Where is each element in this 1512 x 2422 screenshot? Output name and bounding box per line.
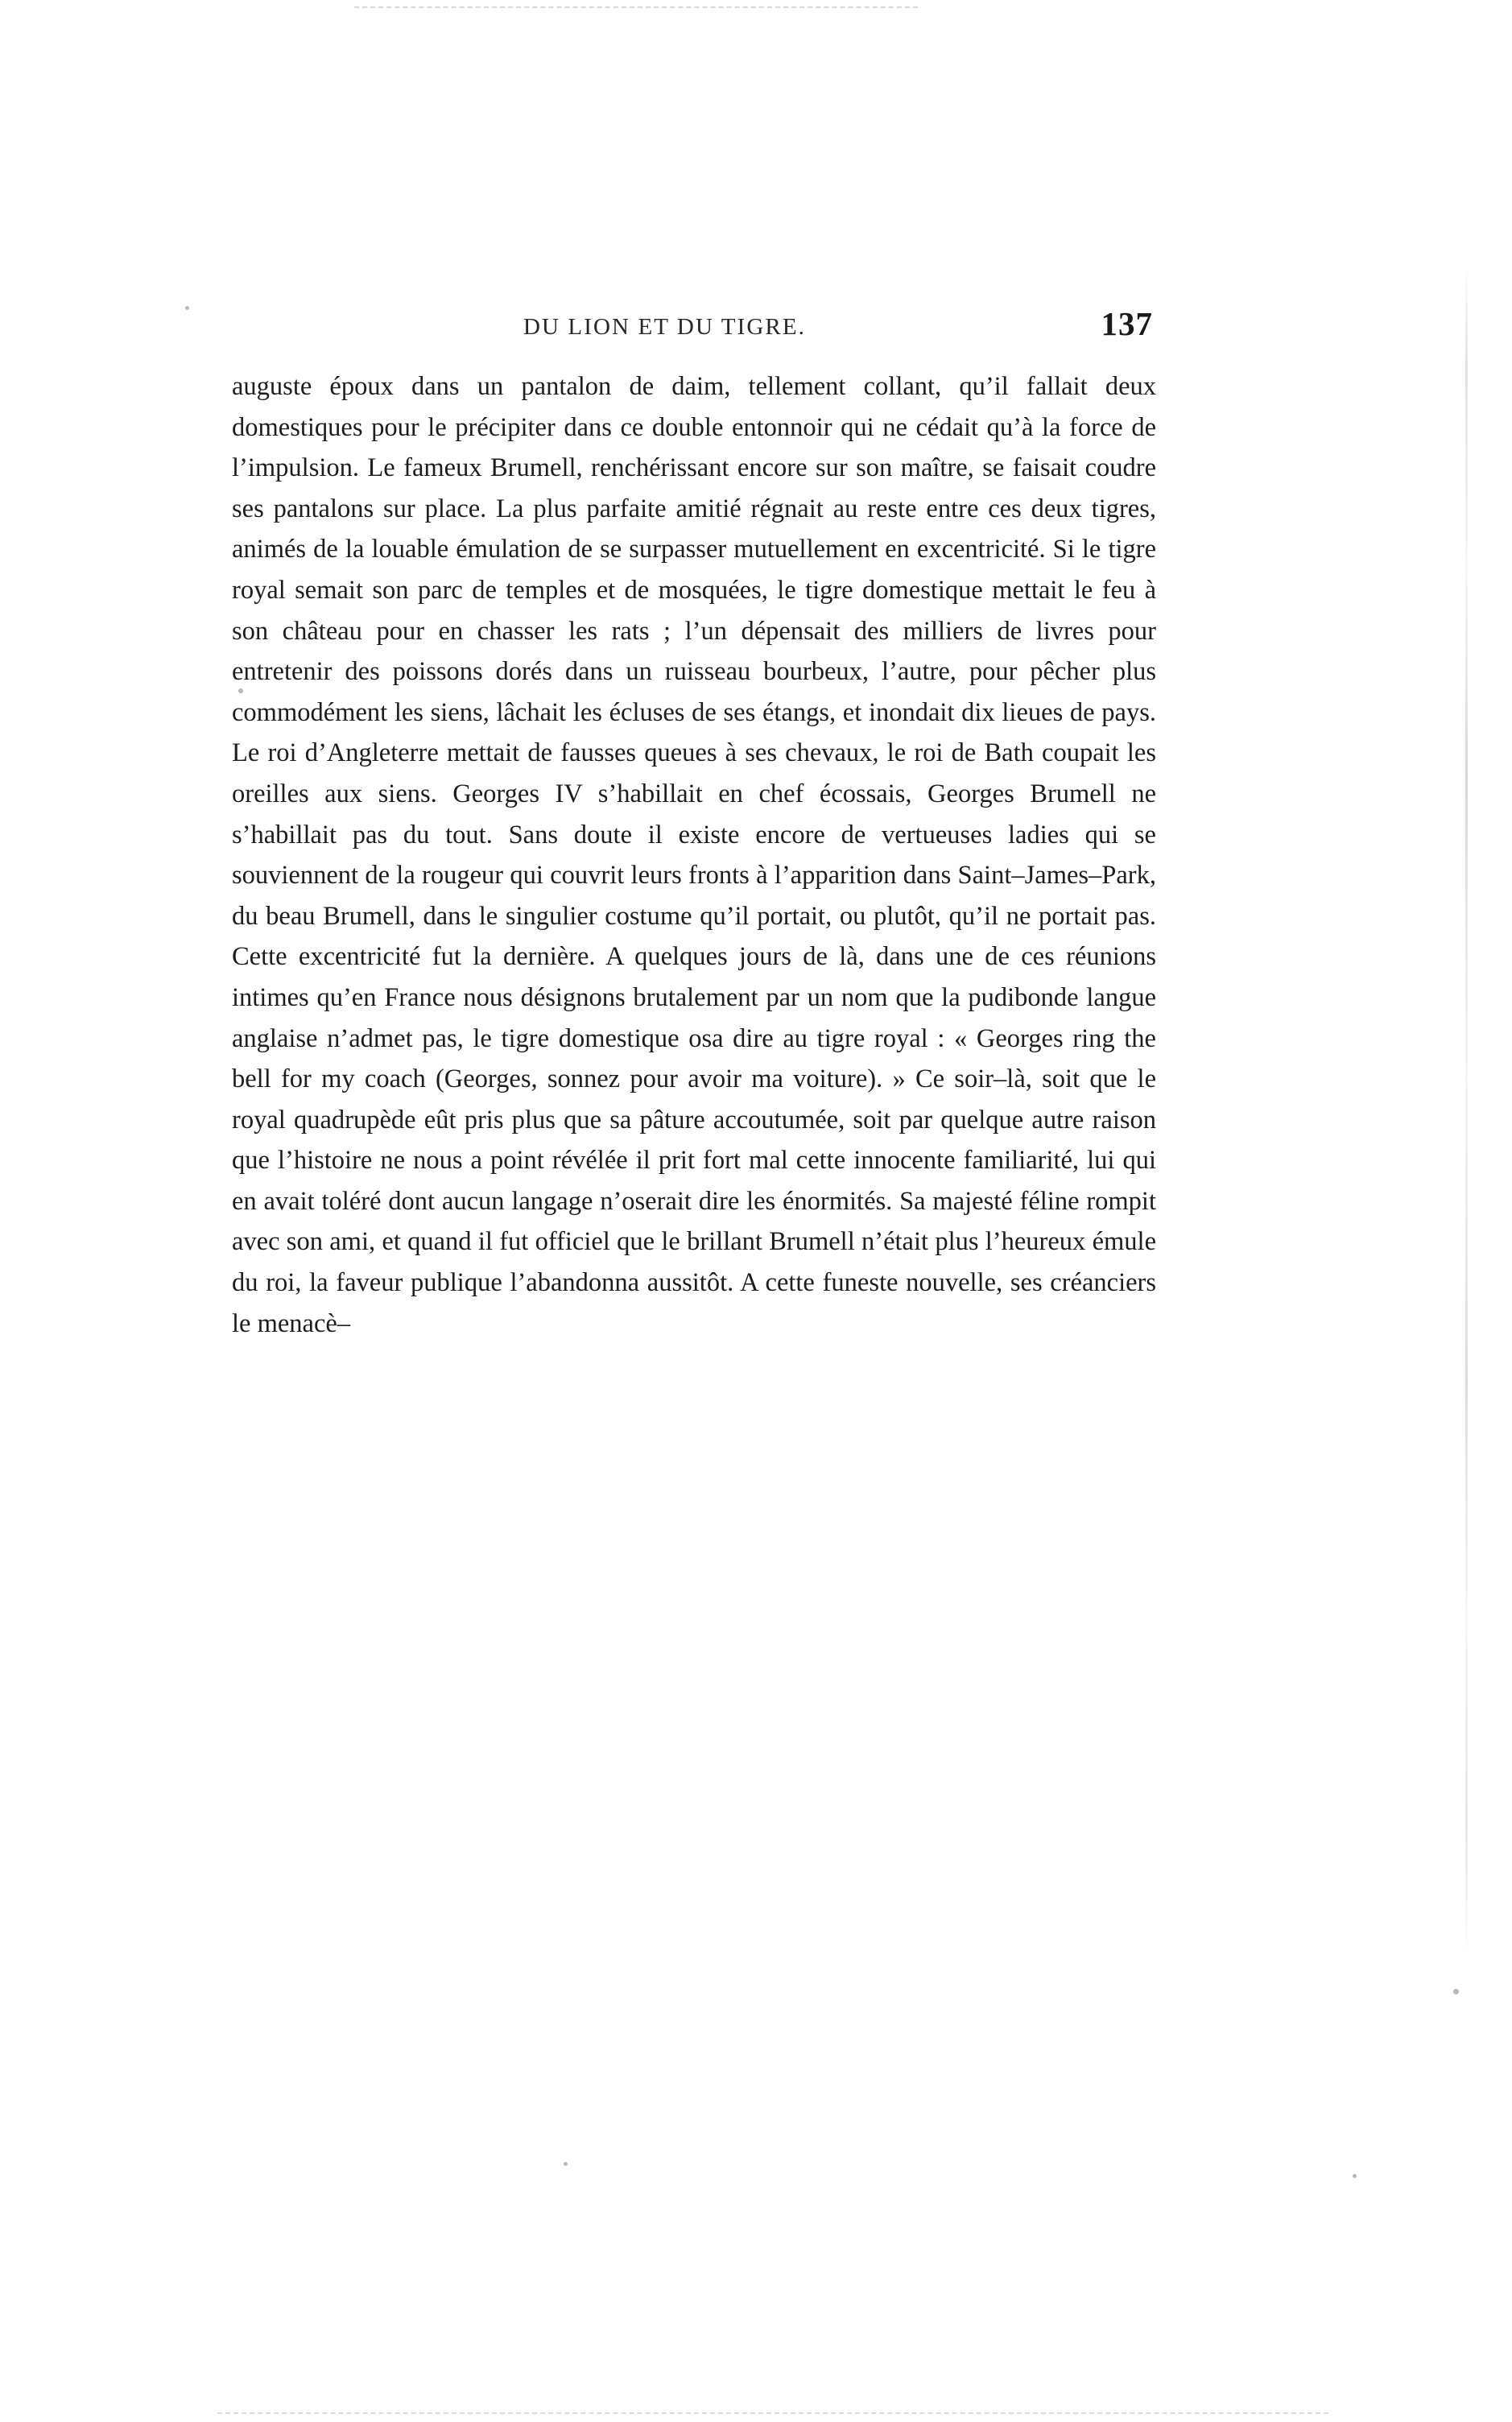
- running-head: DU LION ET DU TIGRE.: [523, 314, 807, 340]
- body-text-block: [232, 366, 1156, 1344]
- page-header: [242, 305, 1192, 351]
- body-paragraph: auguste époux dans un pantalon de daim, tellement collant, qu’il fallait deux domestiques pour le précipiter dans ce double entonnoir qui ne cédait qu’à la force de l’impulsion. Le fameux Brumell, renchérissant encore sur son maître, se faisait coudre ses pantalons sur place. La plus parfaite amitié régnait au reste entre ces deux tigres, animés de la louable émulation de se surpasser mutuellement en excentricité. Si le tigre royal semait son parc de temples et de mosquées, le tigre domestique mettait le feu à son château pour en chasser les rats ; l’un dépensait des milliers de livres pour entretenir des poissons dorés dans un ruisseau bourbeux, l’autre, pour pêcher plus commodément les siens, lâchait les écluses de ses étangs, et inondait dix lieues de pays. Le roi d’Angleterre mettait de fausses queues à ses chevaux, le roi de Bath coupait les oreilles aux siens. Georges IV s’habillait en chef écossais, Georges Brumell ne s’habillait pas du tout. Sans doute il existe encore de vertueuses ladies qui se souviennent de la rougeur qui couvrit leurs fronts à l’apparition dans Saint–James–Park, du beau Brumell, dans le singulier costume qu’il portait, ou plutôt, qu’il ne portait pas. Cette excentricité fut la dernière. A quelques jours de là, dans une de ces réunions intimes qu’en France nous désignons brutalement par un nom que la pudibonde langue anglaise n’admet pas, le tigre domestique osa dire au tigre royal : « Georges ring the bell for my coach (Georges, sonnez pour avoir ma voiture). » Ce soir–là, soit que le royal quadrupède eût pris plus que sa pâture accoutumée, soit par quelque autre raison que l’histoire ne nous a point révélée il prit fort mal cette innocente familiarité, lui qui en avait toléré dont aucun langage n’oserait dire les énormités. Sa majesté féline rompit avec son ami, et quand il fut officiel que le brillant Brumell n’était plus l’heureux émule du roi, la faveur publique l’abandonna aussitôt. A cette funeste nouvelle, ses créanciers le menacè–: [232, 372, 1156, 1338]
- page-number: 137: [1101, 305, 1153, 342]
